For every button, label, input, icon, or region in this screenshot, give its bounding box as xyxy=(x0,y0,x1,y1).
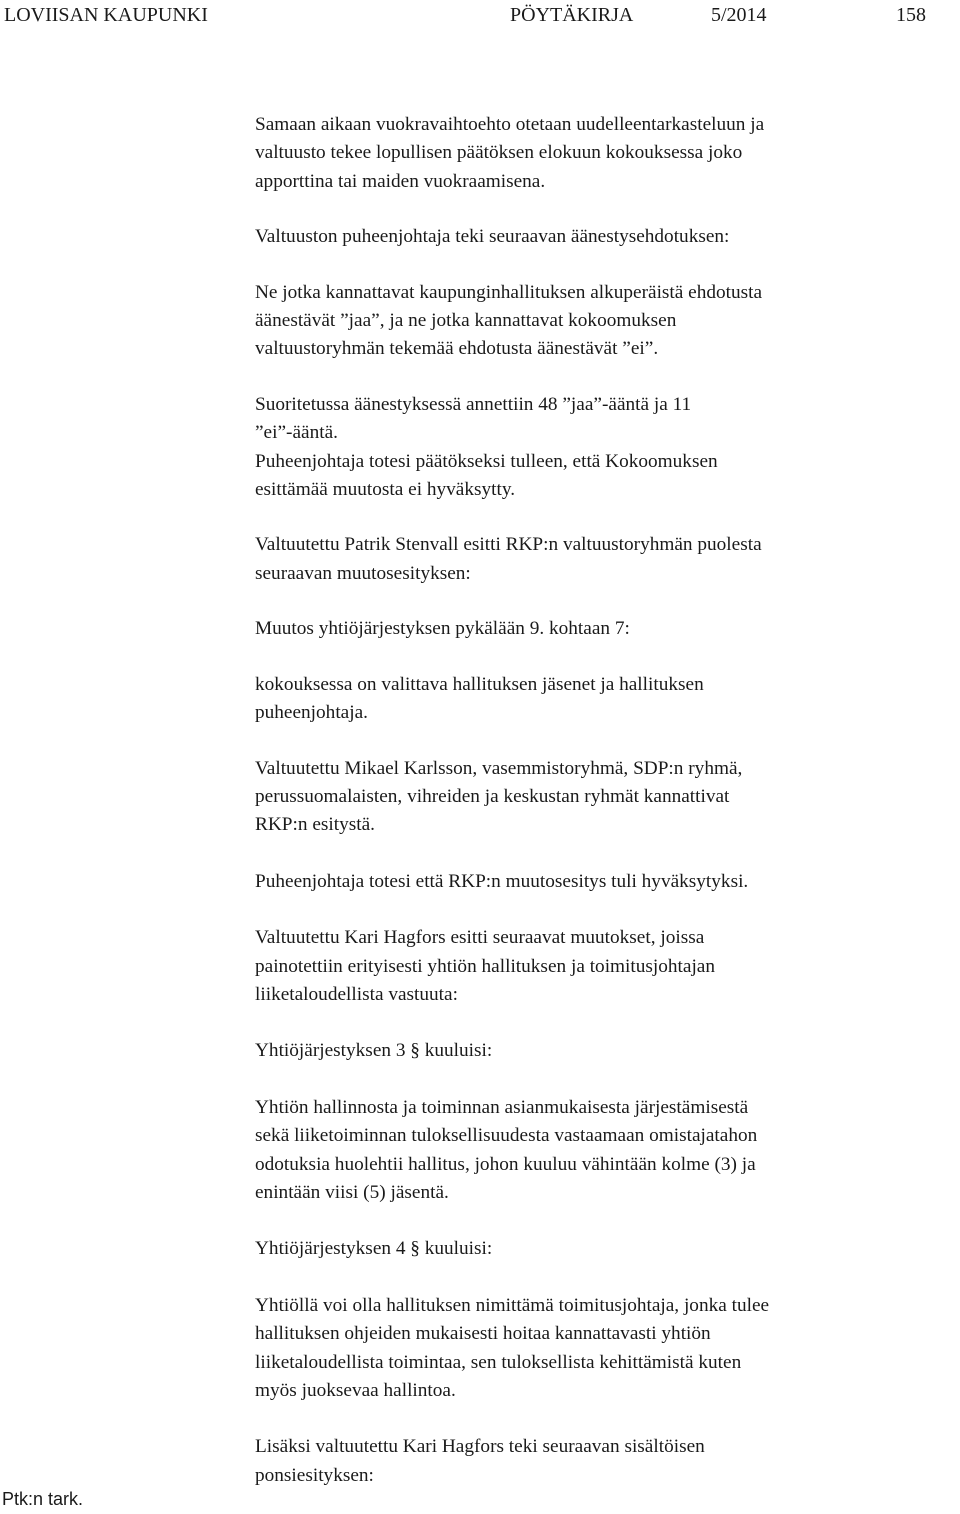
paragraph xyxy=(255,391,915,448)
paragraph-line: esittämää muutosta ei hyväksytty. xyxy=(255,479,516,501)
organization-name: LOVIISAN KAUPUNKI xyxy=(4,4,208,26)
paragraph xyxy=(255,531,915,588)
page-number: 158 xyxy=(896,4,926,26)
paragraph xyxy=(255,1037,915,1065)
paragraph-line: Yhtiön hallinnosta ja toiminnan asianmukaisesta järjestämisestä xyxy=(255,1096,749,1118)
paragraph-line: Yhtiöjärjestyksen 3 § kuuluisi: xyxy=(255,1040,493,1062)
paragraph xyxy=(255,448,915,505)
paragraph-line: perussuomalaisten, vihreiden ja keskustan ryhmät kannattivat xyxy=(255,785,730,807)
paragraph-line: RKP:n esitystä. xyxy=(255,814,375,836)
paragraph-line: kokouksessa on valittava hallituksen jäsenet ja hallituksen xyxy=(255,673,704,695)
paragraph xyxy=(255,1433,915,1490)
paragraph-line: valtuustoryhmän tekemää ehdotusta äänestävät ”ei”. xyxy=(255,338,659,360)
paragraph-line: Puheenjohtaja totesi päätökseksi tulleen, että Kokoomuksen xyxy=(255,450,718,472)
paragraph xyxy=(255,924,915,1009)
paragraph-line: Samaan aikaan vuokravaihtoehto otetaan uudelleentarkasteluun ja xyxy=(255,114,765,135)
paragraph xyxy=(255,868,915,896)
paragraph-line: Yhtiöjärjestyksen 4 § kuuluisi: xyxy=(255,1238,493,1260)
meeting-number: 5/2014 xyxy=(711,4,767,26)
paragraph xyxy=(255,671,915,728)
paragraph-line: Lisäksi valtuutettu Kari Hagfors teki seuraavan sisältöisen xyxy=(255,1436,705,1458)
paragraph-line: Muutos yhtiöjärjestyksen pykälään 9. kohtaan 7: xyxy=(255,618,630,640)
paragraph-line: seuraavan muutosesityksen: xyxy=(255,562,471,584)
paragraph-line: liiketaloudellista vastuuta: xyxy=(255,983,458,1005)
paragraph xyxy=(255,279,915,364)
paragraph xyxy=(255,111,915,196)
paragraph-line: äänestävät ”jaa”, ja ne jotka kannattavat kokoomuksen xyxy=(255,310,677,332)
paragraph-line: puheenjohtaja. xyxy=(255,702,368,724)
paragraph-line: apporttina tai maiden vuokraamisena. xyxy=(255,170,546,192)
minutes-body xyxy=(255,84,915,1490)
paragraph-line: Valtuutettu Kari Hagfors esitti seuraavat muutokset, joissa xyxy=(255,927,705,949)
page-header xyxy=(0,2,960,28)
paragraph xyxy=(255,755,915,840)
paragraph xyxy=(255,1235,915,1263)
paragraph xyxy=(255,223,915,251)
paragraph-line: Ne jotka kannattavat kaupunginhallituksen alkuperäistä ehdotusta xyxy=(255,281,763,303)
paragraph-line: Valtuutettu Patrik Stenvall esitti RKP:n valtuustoryhmän puolesta xyxy=(255,534,762,556)
paragraph xyxy=(255,1292,915,1406)
paragraph xyxy=(255,615,915,643)
paragraph-line: valtuusto tekee lopullisen päätöksen elokuun kokouksessa joko xyxy=(255,142,743,164)
paragraph-line: ponsiesityksen: xyxy=(255,1464,374,1486)
paragraph-line: Puheenjohtaja totesi että RKP:n muutosesitys tuli hyväksytyksi. xyxy=(255,870,749,892)
paragraph-line: liiketaloudellista toimintaa, sen tuloksellista kehittämistä kuten xyxy=(255,1351,742,1373)
document-type: PÖYTÄKIRJA xyxy=(510,4,634,26)
paragraph-line: Valtuutettu Mikael Karlsson, vasemmistoryhmä, SDP:n ryhmä, xyxy=(255,757,743,779)
paragraph-line: Suoritetussa äänestyksessä annettiin 48 ”jaa”-ääntä ja 11 xyxy=(255,393,692,415)
paragraph-line: odotuksia huolehtii hallitus, johon kuuluu vähintään kolme (3) ja xyxy=(255,1153,756,1175)
paragraph-line: sekä liiketoiminnan tuloksellisuudesta vastaamaan omistajatahon xyxy=(255,1125,758,1147)
footer-initials-label: Ptk:n tark. xyxy=(2,1489,84,1509)
paragraph xyxy=(255,1094,915,1208)
paragraph-line: Valtuuston puheenjohtaja teki seuraavan äänestysehdotuksen: xyxy=(255,226,730,248)
paragraph-line: Yhtiöllä voi olla hallituksen nimittämä toimitusjohtaja, jonka tulee xyxy=(255,1294,770,1316)
paragraph-line: painotettiin erityisesti yhtiön hallituksen ja toimitusjohtajan xyxy=(255,955,716,977)
paragraph-line: hallituksen ohjeiden mukaisesti hoitaa kannattavasti yhtiön xyxy=(255,1323,711,1345)
paragraph-line: ”ei”-ääntä. xyxy=(255,422,338,444)
paragraph-line: enintään viisi (5) jäsentä. xyxy=(255,1181,449,1203)
paragraph-line: myös juoksevaa hallintoa. xyxy=(255,1380,456,1401)
